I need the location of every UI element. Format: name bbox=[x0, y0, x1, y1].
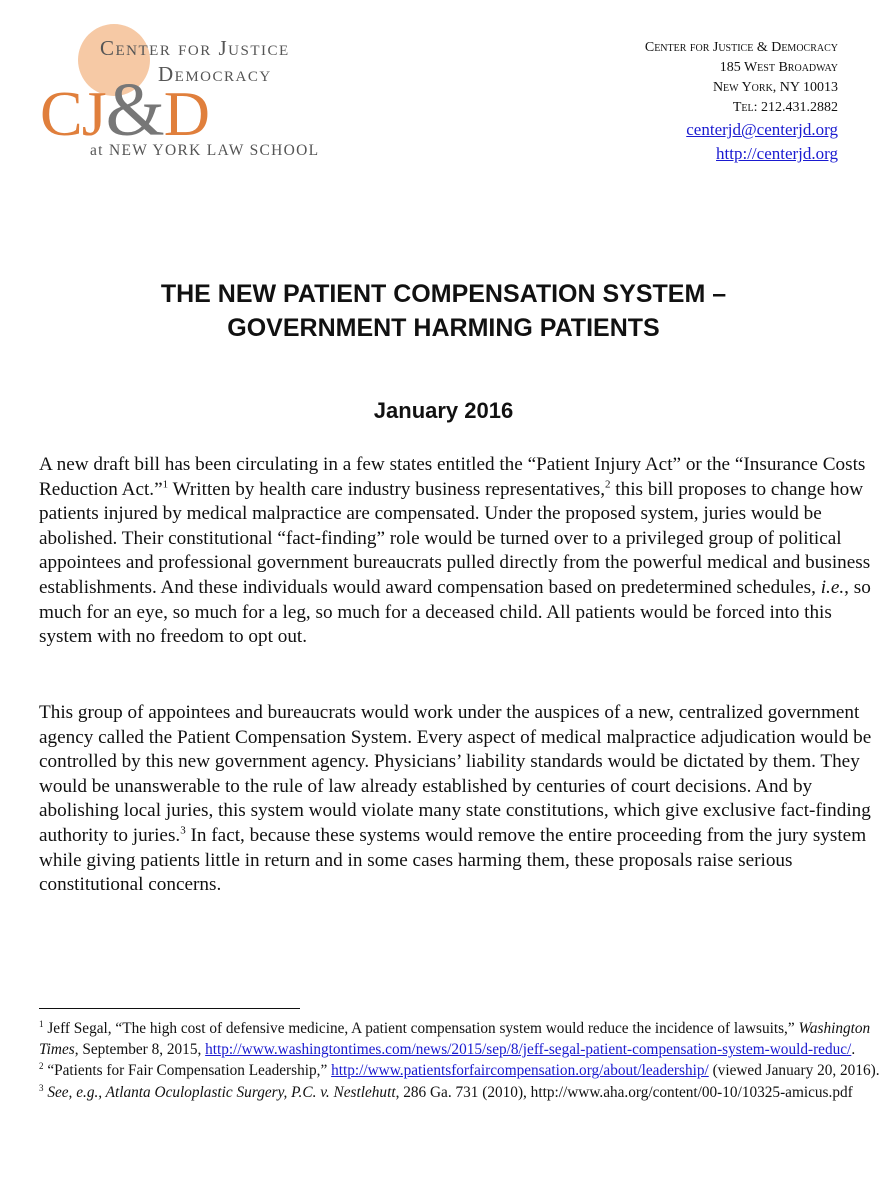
contact-block bbox=[645, 38, 838, 166]
contact-url-link[interactable]: http://centerjd.org bbox=[716, 144, 838, 163]
document-date: January 2016 bbox=[373, 398, 514, 423]
footnotes bbox=[39, 1018, 881, 1103]
footnote-divider bbox=[39, 1008, 300, 1009]
logo-line1: Center for Justice bbox=[100, 36, 290, 60]
paragraph-1: A new draft bill has been circulating in a few states entitled the “Patient Injury Act” or the “Insurance Costs Reduction Act.”$^1$ Written by health care industry business representatives,$^2$ this bill proposes to change how patients injured by medical malpractice are compensated. Under the proposed system, juries would be abolished. Their constitutional “fact-finding” role would be turned over to a privileged group of political appointees and professional government bureaucrats pulled directly from the powerful medical and business establishments. And these individuals would award compensation based on predetermined schedules, i.e., so much for an eye, so much for a leg, so much for a deceased child. All patients would be forced into this system with no freedom to opt out. bbox=[39, 454, 871, 648]
contact-tel: Tel: 212.431.2882 bbox=[732, 100, 838, 115]
contact-org: Center for Justice & Democracy bbox=[644, 40, 838, 55]
footnote-2-link[interactable]: http://www.patientsforfaircompensation.org/about/leadership/ bbox=[331, 1062, 709, 1080]
cjd-logo bbox=[38, 24, 378, 169]
contact-city: New York, NY 10013 bbox=[712, 80, 838, 95]
footnote-1-link[interactable]: http://www.washingtontimes.com/news/2015/sep/8/jeff-segal-patient-compensation-system-would-reduc/ bbox=[205, 1041, 852, 1059]
logo-mark: CJ&D bbox=[40, 68, 209, 152]
contact-street: 185 West Broadway bbox=[719, 60, 838, 75]
footnote-ref-2: 2 bbox=[605, 478, 611, 491]
footnote-ref-1: 1 bbox=[162, 478, 169, 491]
document-title bbox=[0, 277, 887, 345]
logo-line2: Democracy bbox=[158, 62, 272, 86]
title-line-1: THE NEW PATIENT COMPENSATION SYSTEM – bbox=[160, 280, 727, 308]
footnote-ref-3: 3 bbox=[180, 824, 186, 837]
footnote-2: $^2$ “Patients for Fair Compensation Leadership,” http://www.patientsforfaircompensation.org/about/leadership/ (viewed January 20, 2016). bbox=[39, 1061, 880, 1080]
title-line-2: GOVERNMENT HARMING PATIENTS bbox=[227, 314, 660, 342]
footnote-1: $^1$ Jeff Segal, “The high cost of defensive medicine, A patient compensation system would reduce the incidence of lawsuits,” Washington Times, September 8, 2015, http://www.washingtontimes.com/news/2015/sep/8/jeff-segal-patient-compensation-system-would-reduc/. bbox=[39, 1018, 871, 1059]
contact-email-link[interactable]: centerjd@centerjd.org bbox=[686, 120, 838, 139]
footnote-3: $^3$ See, e.g., Atlanta Oculoplastic Surgery, P.C. v. Nestlehutt, 286 Ga. 731 (2010), http://www.aha.org/content/00-10/10325-amicus.pdf bbox=[39, 1082, 853, 1101]
paragraph-2: This group of appointees and bureaucrats would work under the auspices of a new, centralized government agency called the Patient Compensation System. Every aspect of medical malpractice adjudication would be controlled by this new government agency. Physicians’ liability standards would be dictated by them. They would be unanswerable to the rule of law already established by centuries of court decisions. And by abolishing local juries, this system would violate many state constitutions, which give exclusive fact-finding authority to juries.$^3$ In fact, because these systems would remove the entire proceeding from the jury system while giving patients little in return and in some cases harming them, these proposals raise serious constitutional concerns. bbox=[39, 702, 872, 896]
logo-subtitle: at NEW YORK LAW SCHOOL bbox=[90, 142, 320, 159]
